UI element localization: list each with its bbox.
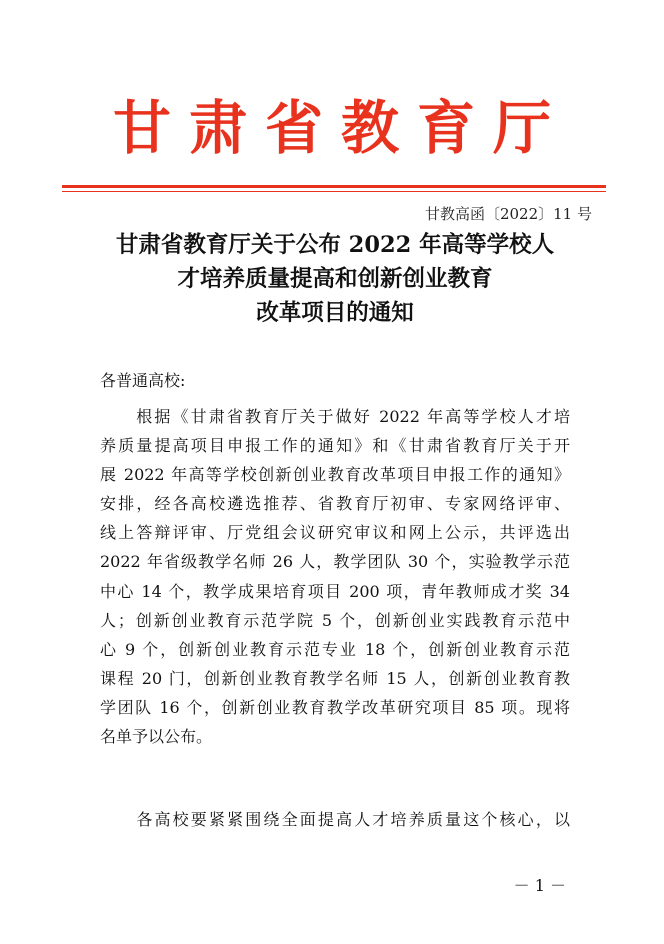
text-line: 名单予以公布。 xyxy=(100,727,213,747)
page-number: － 1 － xyxy=(513,876,566,895)
text-line: 中心 14 个，教学成果培育项目 200 项，青年教师成才奖 34 xyxy=(100,581,570,601)
masthead-title: 甘肃省教育厅 xyxy=(112,94,569,162)
text-line: 2022 年省级教学名师 26 人，教学团队 30 个，实验教学示范 xyxy=(100,552,570,572)
document-title xyxy=(60,228,610,330)
text-line: 心 9 个，创新创业教育示范专业 18 个，创新创业教育示范 xyxy=(100,639,570,659)
text-line: 人；创新创业教育示范学院 5 个，创新创业实践教育示范中 xyxy=(100,610,570,630)
text-line: 养质量提高项目申报工作的通知》和《甘肃省教育厅关于开 xyxy=(100,436,570,456)
text-line: 根据《甘肃省教育厅关于做好 2022 年高等学校人才培 xyxy=(100,407,570,426)
title-line: 甘肃省教育厅关于公布 2022 年高等学校人 xyxy=(115,232,555,258)
title-line: 改革项目的通知 xyxy=(256,300,414,326)
masthead-rule-thin xyxy=(62,191,606,192)
text-line: 各高校要紧紧围绕全面提高人才培养质量这个核心，以 xyxy=(100,810,570,829)
text-line: 安排，经各高校遴选推荐、省教育厅初审、专家网络评审、 xyxy=(100,494,570,514)
salutation: 各普通高校: xyxy=(100,371,186,390)
text-line: 展 2022 年高等学校创新创业教育改革项目申报工作的通知》 xyxy=(100,465,570,485)
document-number: 甘教高函〔2022〕11 号 xyxy=(424,205,592,223)
paragraph-2 xyxy=(100,805,570,834)
text-line: 线上答辩评审、厅党组会议研究审议和网上公示，共评选出 xyxy=(100,523,570,543)
text-line: 课程 20 门，创新创业教育教学名师 15 人，创新创业教育教 xyxy=(100,668,570,688)
paragraph-1 xyxy=(100,402,570,751)
masthead-rule-thick xyxy=(62,185,606,188)
title-line: 才培养质量提高和创新创业教育 xyxy=(177,266,493,292)
text-line: 学团队 16 个，创新创业教育教学改革研究项目 85 项。现将 xyxy=(100,697,570,717)
